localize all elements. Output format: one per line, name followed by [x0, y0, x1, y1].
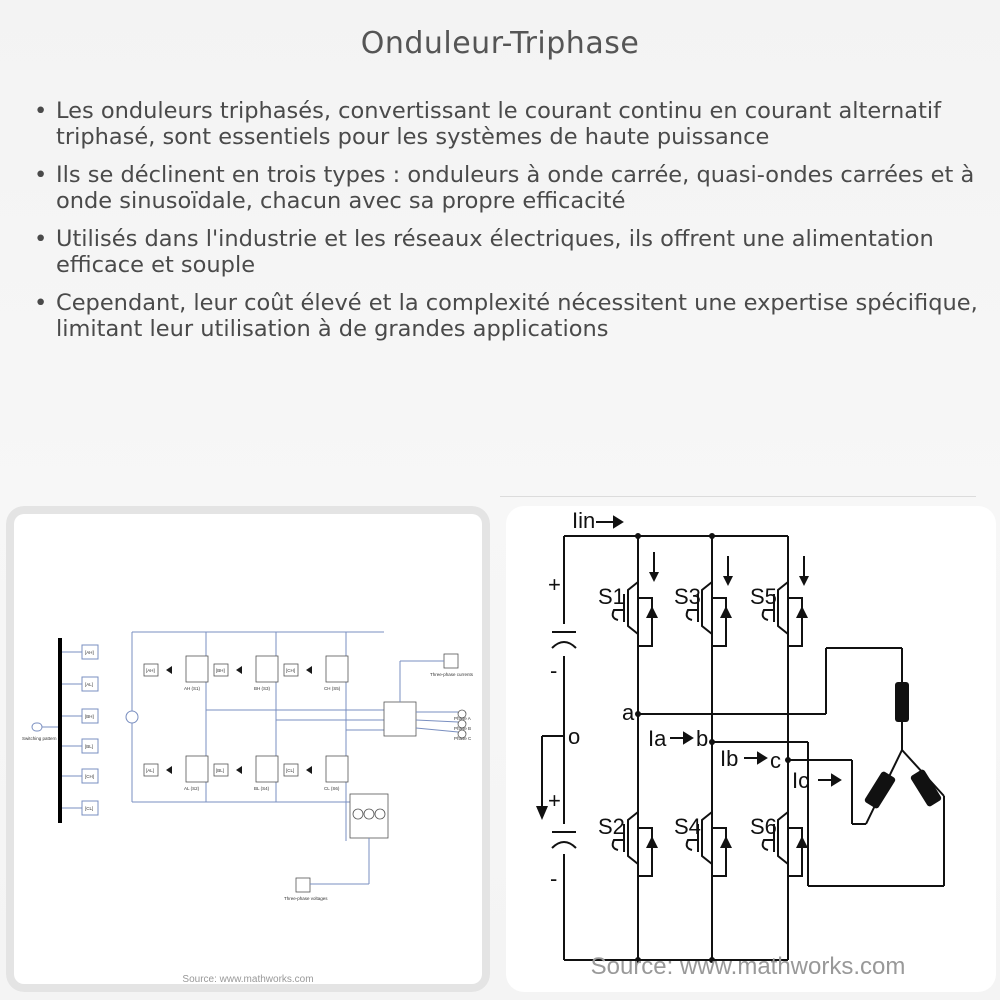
goto-tag: [AL] [85, 682, 94, 687]
switch-label: AL (S2) [184, 786, 200, 791]
scope-label-currents: Three-phase currents [430, 672, 474, 677]
current-label-ib: Ib [720, 746, 739, 771]
bullet-item [34, 290, 984, 342]
bullet-item [34, 226, 984, 278]
goto-tag: [AH] [85, 650, 94, 655]
switch-label-s1: S1 [598, 584, 625, 609]
iin-label: Iin [572, 508, 596, 533]
node-label-o: o [568, 724, 581, 749]
switch-label: BH (S3) [254, 686, 271, 691]
from-tag: [BH] [216, 668, 225, 673]
current-label-ic: Ic [792, 768, 810, 793]
simulink-model-panel [6, 506, 490, 992]
source-credit-right: Source: www.mathworks.com [590, 953, 906, 980]
goto-tag: [CL] [85, 806, 94, 811]
bullet-item [34, 98, 984, 150]
phase-label: Phase B [454, 726, 472, 731]
bullet-dot: • [34, 226, 48, 252]
divider-line [500, 496, 976, 497]
from-tag: [CL] [286, 768, 295, 773]
bullet-text: Les onduleurs triphasés, convertissant le courant continu en courant alternatif triphasé, sont essentiels pour les systèmes de haute puissance [56, 98, 942, 150]
switch-label-s3: S3 [674, 584, 701, 609]
switch-label: CH (S5) [324, 686, 341, 691]
switch-label-s5: S5 [750, 584, 777, 609]
current-label-ia: Ia [648, 726, 667, 751]
bullet-dot: • [34, 162, 48, 188]
bullet-text: Ils se déclinent en trois types : onduleurs à onde carrée, quasi-ondes carrées et à onde sinusoïdale, chacun avec sa propre efficacité [56, 162, 975, 214]
from-tag: [BL] [216, 768, 225, 773]
polarity-plus: + [548, 572, 561, 597]
switch-label-s6: S6 [750, 814, 777, 839]
polarity-plus: + [548, 788, 561, 813]
inport-label: Switching pattern [22, 736, 57, 741]
switch-label-s2: S2 [598, 814, 625, 839]
switch-label: AH (S1) [184, 686, 201, 691]
polarity-minus: - [550, 658, 558, 683]
goto-tag: [BH] [85, 714, 94, 719]
from-tag: [CH] [286, 668, 295, 673]
polarity-minus: - [550, 866, 558, 891]
bullet-dot: • [34, 98, 48, 124]
switch-label: BL (S4) [254, 786, 270, 791]
phase-label: Phase C [454, 736, 472, 741]
node-label-a: a [622, 700, 635, 725]
node-label-b: b [696, 726, 709, 751]
node-label-c: c [770, 748, 781, 773]
from-tag: [AL] [146, 768, 155, 773]
bullet-list [34, 98, 984, 354]
goto-tag: [CH] [85, 774, 94, 779]
source-credit-left: Source: www.mathworks.com [182, 974, 314, 985]
bullet-text: Cependant, leur coût élevé et la complexité nécessitent une expertise spécifique, limitant leur utilisation à de grandes applications [56, 290, 978, 342]
inverter-schematic [506, 506, 996, 992]
phase-label: Phase A [454, 716, 471, 721]
bullet-text: Utilisés dans l'industrie et les réseaux électriques, ils offrent une alimentation efficace et souple [56, 226, 934, 278]
switch-label: CL (S6) [324, 786, 340, 791]
page-title: Onduleur-Triphase [360, 26, 640, 61]
inverter-schematic-panel [506, 506, 996, 992]
from-tag: [AH] [146, 668, 155, 673]
bullet-item [34, 162, 984, 214]
scope-label-voltages: Three-phase voltages [284, 896, 328, 901]
bullet-dot: • [34, 290, 48, 316]
goto-tag: [BL] [85, 744, 94, 749]
switch-label-s4: S4 [674, 814, 701, 839]
simulink-diagram [6, 506, 490, 992]
